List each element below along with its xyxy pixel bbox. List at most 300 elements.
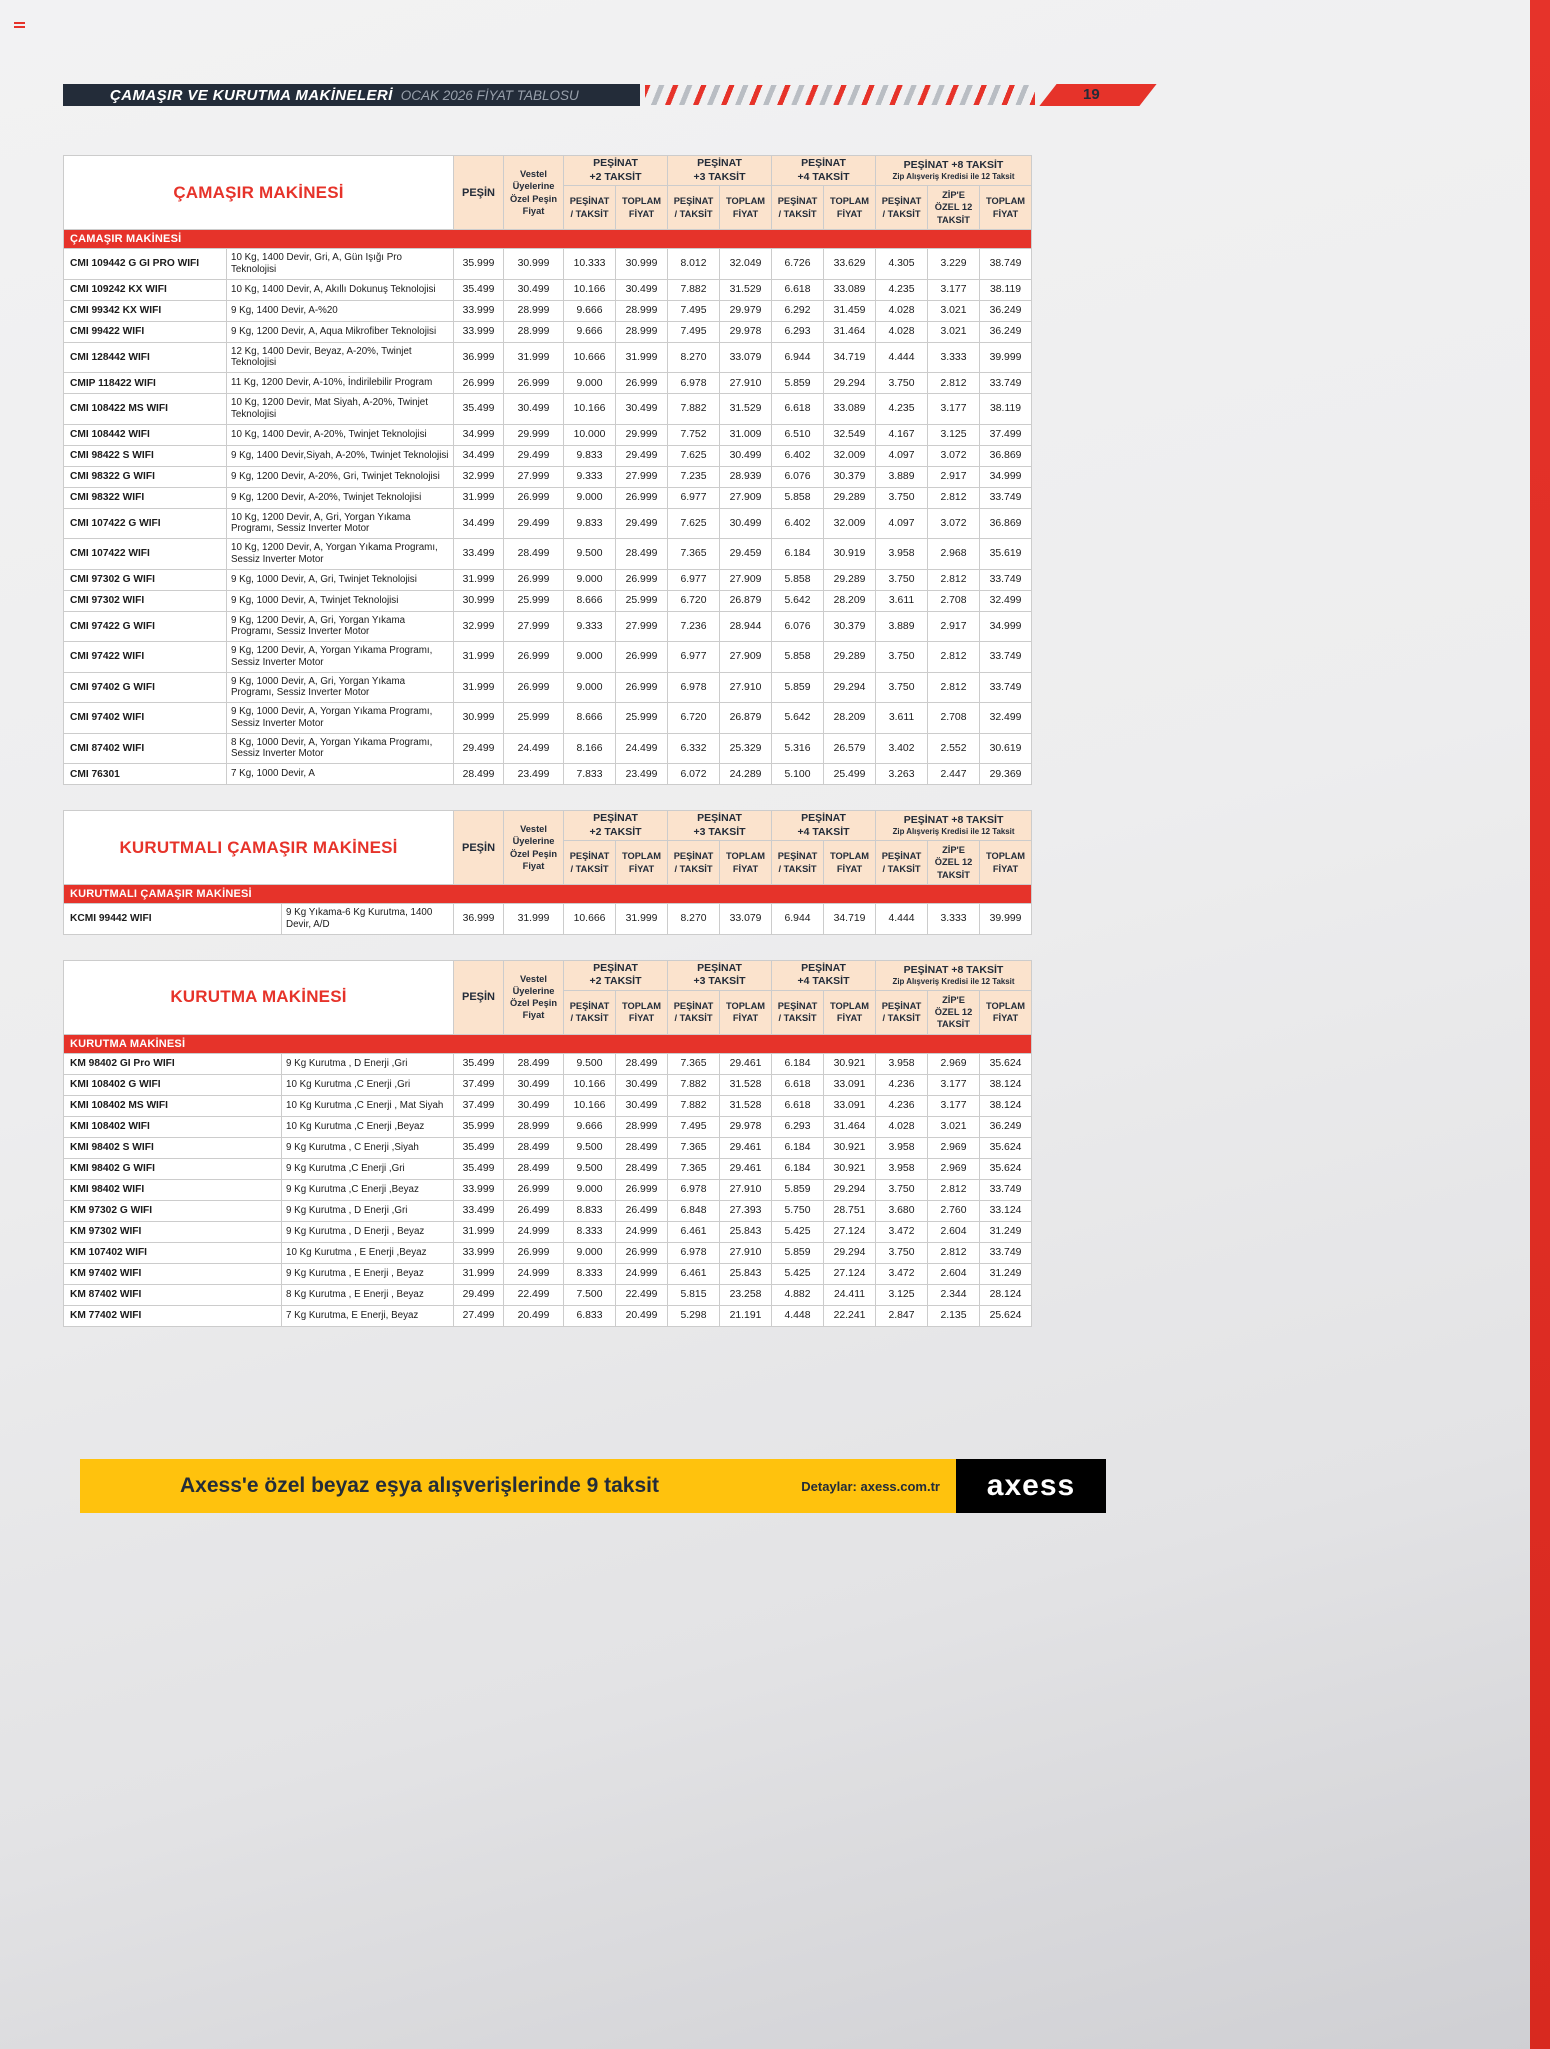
price-cell: 6.618	[772, 394, 824, 425]
price-cell: 4.236	[876, 1095, 928, 1116]
price-cell: 3.333	[928, 904, 980, 935]
model-cell: CMI 97302 WIFI	[64, 590, 227, 611]
price-cell: 2.604	[928, 1221, 980, 1242]
price-cell: 2.812	[928, 487, 980, 508]
price-cell: 9.666	[564, 1116, 616, 1137]
price-cell: 38.124	[980, 1095, 1032, 1116]
price-cell: 8.270	[668, 904, 720, 935]
price-cell: 6.944	[772, 904, 824, 935]
price-cell: 9.666	[564, 321, 616, 342]
price-cell: 31.528	[720, 1074, 772, 1095]
price-cell: 6.076	[772, 466, 824, 487]
price-cell: 33.089	[824, 279, 876, 300]
price-cell: 10.166	[564, 1074, 616, 1095]
table-row	[64, 1158, 1032, 1179]
model-cell: KCMI 99442 WIFI	[64, 904, 282, 935]
column-subheader: TOPLAM FİYAT	[824, 186, 876, 230]
column-group-header: PEŞİNAT +8 TAKSİT Zip Alışveriş Kredisi ile 12 Taksit	[876, 960, 1032, 990]
model-cell: CMI 87402 WIFI	[64, 733, 227, 764]
price-cell: 31.999	[504, 904, 564, 935]
price-cell: 29.369	[980, 764, 1032, 785]
price-cell: 2.604	[928, 1263, 980, 1284]
price-cell: 28.499	[504, 1053, 564, 1074]
price-cell: 28.999	[616, 1116, 668, 1137]
model-cell: CMI 97402 G WIFI	[64, 672, 227, 703]
price-cell: 9.000	[564, 642, 616, 673]
price-cell: 2.969	[928, 1158, 980, 1179]
price-cell: 5.425	[772, 1221, 824, 1242]
price-cell: 37.499	[454, 1095, 504, 1116]
column-group-header: PEŞİNAT +2 TAKSİT	[564, 811, 668, 841]
price-cell: 25.499	[824, 764, 876, 785]
price-cell: 6.944	[772, 342, 824, 373]
table-row	[64, 590, 1032, 611]
price-cell: 25.999	[504, 703, 564, 734]
description-cell: 10 Kg Kurutma ,C Enerji ,Beyaz	[282, 1116, 454, 1137]
price-cell: 3.750	[876, 373, 928, 394]
table-title: ÇAMAŞIR MAKİNESİ	[64, 156, 454, 230]
price-cell: 7.495	[668, 1116, 720, 1137]
price-cell: 27.910	[720, 1179, 772, 1200]
price-cell: 2.344	[928, 1284, 980, 1305]
price-cell: 4.305	[876, 249, 928, 280]
column-subheader: PEŞİNAT / TAKSİT	[772, 841, 824, 885]
column-subheader: PEŞİNAT / TAKSİT	[668, 186, 720, 230]
table-row	[64, 1305, 1032, 1326]
price-cell: 29.499	[616, 508, 668, 539]
description-cell: 9 Kg Kurutma ,C Enerji ,Gri	[282, 1158, 454, 1179]
price-cell: 33.999	[454, 1242, 504, 1263]
price-cell: 31.999	[454, 569, 504, 590]
price-cell: 31.459	[824, 300, 876, 321]
column-subheader: TOPLAM FİYAT	[616, 841, 668, 885]
price-cell: 5.298	[668, 1305, 720, 1326]
table-row	[64, 672, 1032, 703]
price-cell: 9.333	[564, 466, 616, 487]
description-cell: 10 Kg, 1400 Devir, Gri, A, Gün Işığı Pro Teknolojisi	[227, 249, 454, 280]
price-cell: 23.258	[720, 1284, 772, 1305]
page-title: ÇAMAŞIR VE KURUTMA MAKİNELERİ	[110, 86, 393, 104]
price-cell: 34.999	[980, 466, 1032, 487]
table-row	[64, 733, 1032, 764]
price-cell: 36.249	[980, 1116, 1032, 1137]
price-cell: 7.365	[668, 1137, 720, 1158]
price-cell: 32.499	[980, 703, 1032, 734]
price-cell: 5.858	[772, 642, 824, 673]
price-cell: 31.999	[454, 642, 504, 673]
price-cell: 6.978	[668, 672, 720, 703]
model-cell: CMI 99342 KX WIFI	[64, 300, 227, 321]
table-title: KURUTMALI ÇAMAŞIR MAKİNESİ	[64, 811, 454, 885]
column-subheader: TOPLAM FİYAT	[720, 841, 772, 885]
price-cell: 6.184	[772, 539, 824, 570]
price-cell: 28.499	[616, 1137, 668, 1158]
model-cell: CMI 98322 WIFI	[64, 487, 227, 508]
price-cell: 28.999	[616, 321, 668, 342]
model-cell: CMI 108442 WIFI	[64, 424, 227, 445]
price-cell: 31.999	[616, 904, 668, 935]
price-cell: 28.999	[504, 321, 564, 342]
price-cell: 6.978	[668, 1242, 720, 1263]
price-cell: 30.919	[824, 539, 876, 570]
price-cell: 6.184	[772, 1158, 824, 1179]
price-cell: 2.969	[928, 1137, 980, 1158]
table-row	[64, 424, 1032, 445]
description-cell: 9 Kg Kurutma , D Enerji ,Gri	[282, 1200, 454, 1221]
price-cell: 10.333	[564, 249, 616, 280]
price-cell: 28.499	[616, 1053, 668, 1074]
price-cell: 4.028	[876, 1116, 928, 1137]
price-cell: 28.209	[824, 590, 876, 611]
description-cell: 8 Kg, 1000 Devir, A, Yorgan Yıkama Programı, Sessiz Inverter Motor	[227, 733, 454, 764]
price-cell: 3.750	[876, 487, 928, 508]
table-row	[64, 1179, 1032, 1200]
price-cell: 28.499	[616, 1158, 668, 1179]
price-cell: 34.499	[454, 508, 504, 539]
price-cell: 3.958	[876, 1137, 928, 1158]
model-cell: CMI 76301	[64, 764, 227, 785]
price-cell: 7.495	[668, 321, 720, 342]
price-cell: 3.611	[876, 590, 928, 611]
price-cell: 22.499	[504, 1284, 564, 1305]
table-row	[64, 342, 1032, 373]
price-cell: 30.999	[454, 590, 504, 611]
section-header: KURUTMALI ÇAMAŞIR MAKİNESİ	[64, 885, 1032, 904]
description-cell: 10 Kg, 1400 Devir, A, Akıllı Dokunuş Teknolojisi	[227, 279, 454, 300]
price-cell: 33.999	[454, 300, 504, 321]
price-cell: 3.958	[876, 539, 928, 570]
column-subheader: TOPLAM FİYAT	[616, 186, 668, 230]
column-subheader: TOPLAM FİYAT	[980, 990, 1032, 1034]
price-cell: 9.000	[564, 487, 616, 508]
table-row	[64, 1053, 1032, 1074]
price-cell: 5.859	[772, 1179, 824, 1200]
price-cell: 6.402	[772, 445, 824, 466]
price-cell: 6.461	[668, 1263, 720, 1284]
price-cell: 26.999	[504, 672, 564, 703]
price-cell: 6.292	[772, 300, 824, 321]
price-cell: 29.499	[454, 1284, 504, 1305]
price-cell: 7.833	[564, 764, 616, 785]
price-cell: 27.910	[720, 373, 772, 394]
column-subheader: TOPLAM FİYAT	[616, 990, 668, 1034]
price-cell: 3.072	[928, 508, 980, 539]
price-cell: 6.720	[668, 703, 720, 734]
price-cell: 2.812	[928, 569, 980, 590]
description-cell: 10 Kg, 1200 Devir, Mat Siyah, A-20%, Twinjet Teknolojisi	[227, 394, 454, 425]
description-cell: 9 Kg, 1400 Devir,Siyah, A-20%, Twinjet Teknolojisi	[227, 445, 454, 466]
content-area	[63, 155, 1030, 1327]
price-cell: 30.499	[616, 1095, 668, 1116]
price-cell: 33.749	[980, 569, 1032, 590]
price-cell: 31.464	[824, 1116, 876, 1137]
price-cell: 33.999	[454, 1179, 504, 1200]
price-cell: 3.125	[928, 424, 980, 445]
price-cell: 30.379	[824, 466, 876, 487]
price-cell: 3.750	[876, 642, 928, 673]
model-cell: KM 97302 G WIFI	[64, 1200, 282, 1221]
price-cell: 31.999	[454, 1221, 504, 1242]
price-cell: 3.021	[928, 300, 980, 321]
description-cell: 7 Kg, 1000 Devir, A	[227, 764, 454, 785]
description-cell: 9 Kg, 1200 Devir, A-20%, Twinjet Teknolojisi	[227, 487, 454, 508]
price-cell: 7.625	[668, 445, 720, 466]
price-cell: 6.977	[668, 569, 720, 590]
price-cell: 36.249	[980, 300, 1032, 321]
price-cell: 5.425	[772, 1263, 824, 1284]
price-cell: 31.529	[720, 394, 772, 425]
price-cell: 4.444	[876, 342, 928, 373]
price-table	[63, 960, 1032, 1327]
description-cell: 9 Kg Yıkama-6 Kg Kurutma, 1400 Devir, A/D	[282, 904, 454, 935]
description-cell: 9 Kg, 1200 Devir, A, Aqua Mikrofiber Teknolojisi	[227, 321, 454, 342]
price-cell: 5.858	[772, 569, 824, 590]
price-cell: 34.999	[454, 424, 504, 445]
price-cell: 10.666	[564, 342, 616, 373]
price-cell: 35.499	[454, 279, 504, 300]
price-cell: 28.939	[720, 466, 772, 487]
column-group-header: PEŞİNAT +3 TAKSİT	[668, 960, 772, 990]
price-cell: 32.999	[454, 611, 504, 642]
price-cell: 3.472	[876, 1263, 928, 1284]
price-cell: 30.999	[454, 703, 504, 734]
price-cell: 25.624	[980, 1305, 1032, 1326]
price-cell: 6.402	[772, 508, 824, 539]
price-cell: 36.869	[980, 445, 1032, 466]
description-cell: 9 Kg, 1400 Devir, A-%20	[227, 300, 454, 321]
price-cell: 31.999	[454, 1263, 504, 1284]
price-cell: 7.236	[668, 611, 720, 642]
price-cell: 27.124	[824, 1221, 876, 1242]
price-cell: 27.124	[824, 1263, 876, 1284]
price-cell: 5.859	[772, 373, 824, 394]
price-cell: 35.499	[454, 1137, 504, 1158]
price-cell: 24.499	[504, 733, 564, 764]
price-cell: 8.333	[564, 1221, 616, 1242]
price-cell: 2.135	[928, 1305, 980, 1326]
price-cell: 28.499	[504, 1158, 564, 1179]
price-cell: 4.236	[876, 1074, 928, 1095]
price-cell: 28.999	[504, 300, 564, 321]
price-cell: 33.749	[980, 487, 1032, 508]
price-cell: 3.333	[928, 342, 980, 373]
price-cell: 8.270	[668, 342, 720, 373]
price-cell: 29.461	[720, 1137, 772, 1158]
price-cell: 29.289	[824, 487, 876, 508]
price-cell: 2.447	[928, 764, 980, 785]
price-cell: 4.235	[876, 394, 928, 425]
price-cell: 5.316	[772, 733, 824, 764]
price-table	[63, 810, 1032, 935]
price-cell: 7.625	[668, 508, 720, 539]
column-header-vestel: Vestel Üyelerine Özel Peşin Fiyat	[504, 960, 564, 1034]
price-cell: 22.499	[616, 1284, 668, 1305]
price-cell: 3.958	[876, 1053, 928, 1074]
price-cell: 23.499	[616, 764, 668, 785]
description-cell: 10 Kg Kurutma ,C Enerji ,Gri	[282, 1074, 454, 1095]
price-cell: 6.184	[772, 1137, 824, 1158]
price-cell: 2.552	[928, 733, 980, 764]
model-cell: KM 97302 WIFI	[64, 1221, 282, 1242]
price-cell: 30.999	[504, 249, 564, 280]
model-cell: CMI 98422 S WIFI	[64, 445, 227, 466]
price-cell: 33.749	[980, 1242, 1032, 1263]
price-cell: 2.917	[928, 466, 980, 487]
column-group-header: PEŞİNAT +2 TAKSİT	[564, 156, 668, 186]
table-row	[64, 642, 1032, 673]
price-cell: 35.499	[454, 1053, 504, 1074]
table-row	[64, 508, 1032, 539]
price-cell: 7.365	[668, 1158, 720, 1179]
price-cell: 5.858	[772, 487, 824, 508]
price-cell: 24.999	[616, 1221, 668, 1242]
price-cell: 4.444	[876, 904, 928, 935]
price-cell: 8.166	[564, 733, 616, 764]
price-cell: 2.812	[928, 1179, 980, 1200]
price-cell: 6.720	[668, 590, 720, 611]
price-cell: 3.750	[876, 672, 928, 703]
section-header: KURUTMA MAKİNESİ	[64, 1034, 1032, 1053]
price-cell: 26.999	[504, 642, 564, 673]
price-cell: 6.978	[668, 373, 720, 394]
price-cell: 5.859	[772, 1242, 824, 1263]
price-cell: 26.579	[824, 733, 876, 764]
page-header	[63, 84, 640, 106]
model-cell: KMI 108402 WIFI	[64, 1116, 282, 1137]
price-cell: 27.910	[720, 672, 772, 703]
price-cell: 2.812	[928, 642, 980, 673]
price-cell: 32.549	[824, 424, 876, 445]
price-cell: 29.294	[824, 1242, 876, 1263]
price-cell: 29.294	[824, 672, 876, 703]
model-cell: KMI 108402 G WIFI	[64, 1074, 282, 1095]
model-cell: CMI 107422 WIFI	[64, 539, 227, 570]
price-cell: 8.666	[564, 590, 616, 611]
price-cell: 35.999	[454, 1116, 504, 1137]
model-cell: KM 98402 GI Pro WIFI	[64, 1053, 282, 1074]
price-cell: 25.329	[720, 733, 772, 764]
price-cell: 3.177	[928, 394, 980, 425]
column-subheader: TOPLAM FİYAT	[824, 841, 876, 885]
column-subheader: PEŞİNAT / TAKSİT	[876, 990, 928, 1034]
model-cell: CMI 109442 G GI PRO WIFI	[64, 249, 227, 280]
price-cell: 28.999	[504, 1116, 564, 1137]
price-cell: 33.124	[980, 1200, 1032, 1221]
column-group-header: PEŞİNAT +4 TAKSİT	[772, 960, 876, 990]
price-cell: 33.089	[824, 394, 876, 425]
price-cell: 26.999	[616, 1179, 668, 1200]
dryers-table	[63, 960, 1030, 1327]
price-cell: 5.642	[772, 703, 824, 734]
price-cell: 27.909	[720, 487, 772, 508]
price-cell: 29.459	[720, 539, 772, 570]
price-cell: 5.815	[668, 1284, 720, 1305]
table-row	[64, 1242, 1032, 1263]
price-cell: 33.749	[980, 672, 1032, 703]
price-cell: 3.177	[928, 279, 980, 300]
model-cell: KMI 98402 S WIFI	[64, 1137, 282, 1158]
price-cell: 4.448	[772, 1305, 824, 1326]
price-cell: 27.999	[504, 611, 564, 642]
model-cell: KMI 108402 MS WIFI	[64, 1095, 282, 1116]
price-cell: 10.166	[564, 1095, 616, 1116]
price-cell: 6.618	[772, 1095, 824, 1116]
price-cell: 10.000	[564, 424, 616, 445]
price-cell: 9.500	[564, 1053, 616, 1074]
table-row	[64, 764, 1032, 785]
price-cell: 2.812	[928, 1242, 980, 1263]
price-cell: 28.499	[616, 539, 668, 570]
price-cell: 27.999	[616, 466, 668, 487]
price-cell: 25.999	[504, 590, 564, 611]
description-cell: 9 Kg Kurutma , C Enerji ,Siyah	[282, 1137, 454, 1158]
price-cell: 34.499	[454, 445, 504, 466]
price-cell: 29.294	[824, 373, 876, 394]
price-cell: 25.843	[720, 1263, 772, 1284]
price-cell: 3.611	[876, 703, 928, 734]
description-cell: 10 Kg Kurutma ,C Enerji , Mat Siyah	[282, 1095, 454, 1116]
price-cell: 7.882	[668, 279, 720, 300]
table-row	[64, 611, 1032, 642]
axess-logo	[956, 1459, 1106, 1513]
price-cell: 22.241	[824, 1305, 876, 1326]
model-cell: KM 97402 WIFI	[64, 1263, 282, 1284]
table-row	[64, 487, 1032, 508]
column-subheader: PEŞİNAT / TAKSİT	[876, 841, 928, 885]
price-cell: 20.499	[504, 1305, 564, 1326]
price-cell: 26.879	[720, 590, 772, 611]
table-row	[64, 1263, 1032, 1284]
price-cell: 3.750	[876, 1179, 928, 1200]
table-row	[64, 300, 1032, 321]
price-cell: 26.999	[616, 1242, 668, 1263]
price-cell: 8.666	[564, 703, 616, 734]
price-cell: 38.119	[980, 394, 1032, 425]
price-cell: 39.999	[980, 342, 1032, 373]
price-cell: 2.812	[928, 672, 980, 703]
price-cell: 6.332	[668, 733, 720, 764]
price-cell: 28.499	[504, 539, 564, 570]
table-row	[64, 569, 1032, 590]
price-cell: 31.999	[454, 487, 504, 508]
price-cell: 9.333	[564, 611, 616, 642]
column-group-header: PEŞİNAT +4 TAKSİT	[772, 156, 876, 186]
column-group-header: PEŞİNAT +3 TAKSİT	[668, 811, 772, 841]
price-cell: 6.461	[668, 1221, 720, 1242]
model-cell: CMI 109242 KX WIFI	[64, 279, 227, 300]
description-cell: 9 Kg, 1000 Devir, A, Gri, Twinjet Teknolojisi	[227, 569, 454, 590]
price-cell: 26.999	[616, 373, 668, 394]
table-row	[64, 1074, 1032, 1095]
description-cell: 10 Kg, 1400 Devir, A-20%, Twinjet Teknolojisi	[227, 424, 454, 445]
price-cell: 31.249	[980, 1263, 1032, 1284]
price-cell: 3.125	[876, 1284, 928, 1305]
price-cell: 32.009	[824, 445, 876, 466]
column-subheader: PEŞİNAT / TAKSİT	[564, 841, 616, 885]
description-cell: 9 Kg Kurutma ,C Enerji ,Beyaz	[282, 1179, 454, 1200]
price-cell: 26.999	[616, 642, 668, 673]
description-cell: 8 Kg Kurutma , E Enerji , Beyaz	[282, 1284, 454, 1305]
price-cell: 29.499	[454, 733, 504, 764]
price-cell: 2.708	[928, 703, 980, 734]
price-cell: 33.091	[824, 1095, 876, 1116]
price-cell: 2.917	[928, 611, 980, 642]
price-cell: 29.999	[504, 424, 564, 445]
price-cell: 35.624	[980, 1158, 1032, 1179]
column-subheader: PEŞİNAT / TAKSİT	[668, 990, 720, 1034]
table-row	[64, 394, 1032, 425]
price-cell: 23.499	[504, 764, 564, 785]
